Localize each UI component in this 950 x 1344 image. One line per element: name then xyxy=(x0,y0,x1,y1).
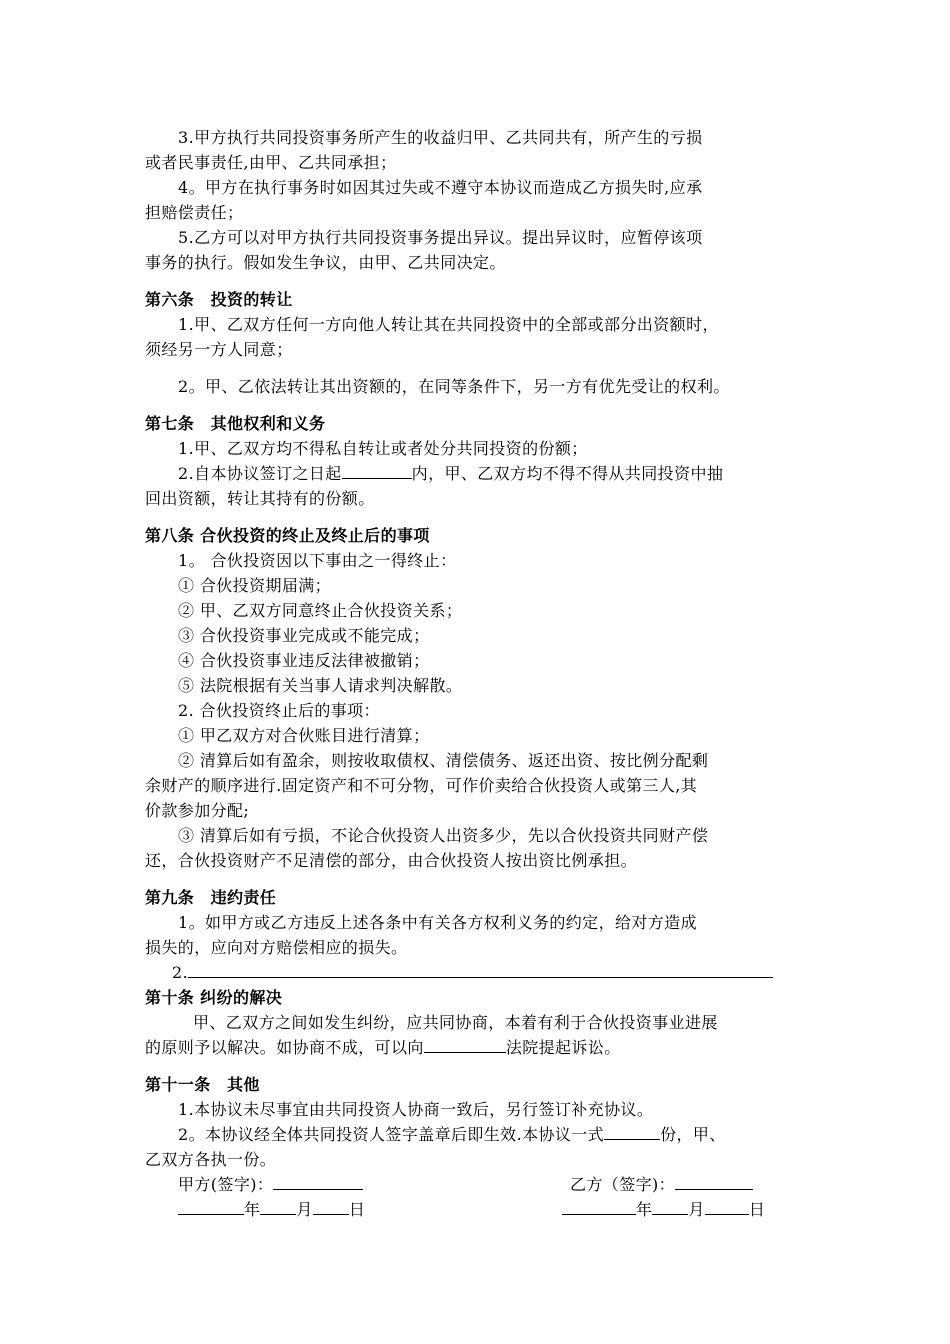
art9-item2 xyxy=(172,961,773,985)
party-a-day-blank[interactable] xyxy=(313,1198,349,1215)
art10-line1: 甲、乙双方之间如发生纠纷，应共同协商，本着有利于合伙投资事业进展 xyxy=(193,1013,718,1032)
day-label: 日 xyxy=(748,1200,766,1219)
art5-item4-line2: 担赔偿责任； xyxy=(145,203,244,222)
art8-step-2-line2: 余财产的顺序进行.固定资产和不可分物，可作价卖给合伙投资人或第三人,其 xyxy=(145,776,698,795)
art5-item3-line2: 或者民事责任,由甲、乙共同承担； xyxy=(145,153,397,172)
art11-heading: 第十一条 其他 xyxy=(145,1075,260,1094)
art8-cause-1: ① 合伙投资期届满； xyxy=(178,576,332,595)
party-b-month-blank[interactable] xyxy=(652,1198,688,1215)
art7-item2-line1 xyxy=(178,462,723,486)
art6-heading: 第六条 投资的转让 xyxy=(145,290,293,309)
party-b-year-blank[interactable] xyxy=(562,1198,636,1215)
art5-item4-line1: 4。甲方在执行事务时如因其过失或不遵守本协议而造成乙方损失时,应承 xyxy=(178,178,703,197)
court-name-blank[interactable] xyxy=(424,1036,506,1053)
art11-item2-post: 份，甲、 xyxy=(660,1125,726,1144)
art8-cause-4: ④ 合伙投资事业违反法律被撤销； xyxy=(178,651,430,670)
month-label: 月 xyxy=(296,1200,313,1219)
term-blank[interactable] xyxy=(342,462,412,479)
year-label: 年 xyxy=(636,1200,653,1219)
art6-item1-line1: 1.甲、乙双方任何一方向他人转让其在共同投资中的全部或部分出资额时， xyxy=(178,315,719,334)
art8-step-2-line3: 价款参加分配; xyxy=(145,801,250,820)
party-b-date xyxy=(562,1198,765,1222)
art5-item5-line2: 事务的执行。假如发生争议，由甲、乙共同决定。 xyxy=(145,253,506,272)
art7-item2-post: 内，甲、乙双方均不得不得从共同投资中抽 xyxy=(411,464,724,483)
art6-item2: 2。甲、乙依法转让其出资额的，在同等条件下，另一方有优先受让的权利。 xyxy=(178,377,730,396)
art9-item1-line1: 1。如甲方或乙方违反上述各条中有关各方权利义务的约定，给对方造成 xyxy=(178,913,697,932)
art10-line2-pre: 的原则予以解决。如协商不成，可以向 xyxy=(145,1038,424,1057)
art9-heading: 第九条 违约责任 xyxy=(145,888,277,907)
party-a-sign-blank[interactable] xyxy=(273,1173,363,1190)
year-label: 年 xyxy=(244,1200,261,1219)
art10-heading: 第十条 纠纷的解决 xyxy=(145,988,283,1007)
party-b-day-blank[interactable] xyxy=(705,1198,749,1215)
copies-blank[interactable] xyxy=(604,1123,660,1140)
art8-step-2-line1: ② 清算后如有盈余，则按收取债权、清偿债务、返还出资、按比例分配剩 xyxy=(178,751,709,770)
art8-item2: 2. 合伙投资终止后的事项： xyxy=(178,701,380,720)
party-b-sign-blank[interactable] xyxy=(675,1173,753,1190)
art7-item1: 1.甲、乙双方均不得私自转让或者处分共同投资的份额； xyxy=(178,439,588,458)
art5-item3-line1: 3.甲方执行共同投资事务所产生的收益归甲、乙共同共有，所产生的亏损 xyxy=(178,128,703,147)
art10-line2 xyxy=(145,1036,621,1060)
art9-item2-number: 2. xyxy=(172,963,189,982)
art8-heading: 第八条 合伙投资的终止及终止后的事项 xyxy=(145,526,430,545)
party-a-date xyxy=(178,1198,365,1222)
art11-item1: 1.本协议未尽事宜由共同投资人协商一致后，另行签订补充协议。 xyxy=(178,1100,654,1119)
art10-line2-post: 法院提起诉讼。 xyxy=(505,1038,621,1057)
party-a-signature xyxy=(178,1173,363,1197)
art11-item2-line1 xyxy=(178,1123,726,1147)
art5-item5-line1: 5.乙方可以对甲方执行共同投资事务提出异议。提出异议时，应暂停该项 xyxy=(178,228,703,247)
art8-step-3-line1: ③ 清算后如有亏损，不论合伙投资人出资多少，先以合伙投资共同财产偿 xyxy=(178,826,709,845)
party-a-year-blank[interactable] xyxy=(178,1198,244,1215)
art8-cause-2: ② 甲、乙双方同意终止合伙投资关系； xyxy=(178,601,463,620)
art8-cause-5: ⑤ 法院根据有关当事人请求判决解散。 xyxy=(178,676,463,695)
art8-cause-3: ③ 合伙投资事业完成或不能完成； xyxy=(178,626,430,645)
art9-item1-line2: 损失的，应向对方赔偿相应的损失。 xyxy=(145,938,408,957)
party-b-signature xyxy=(570,1173,753,1197)
party-b-label: 乙方（签字)： xyxy=(570,1175,676,1194)
party-a-month-blank[interactable] xyxy=(260,1198,296,1215)
art11-item2-pre: 2。本协议经全体共同投资人签字盖章后即生效.本协议一式 xyxy=(178,1125,605,1144)
art6-item1-line2: 须经另一方人同意； xyxy=(145,340,293,359)
art7-heading: 第七条 其他权利和义务 xyxy=(145,414,326,433)
month-label: 月 xyxy=(688,1200,705,1219)
art7-item2-line2: 回出资额，转让其持有的份额。 xyxy=(145,489,375,508)
day-label: 日 xyxy=(348,1200,366,1219)
art8-item1: 1。 合伙投资因以下事由之一得终止： xyxy=(178,551,457,570)
party-a-label: 甲方(签字)： xyxy=(178,1175,274,1194)
art7-item2-pre: 2.自本协议签订之日起 xyxy=(178,464,342,483)
art8-step-1: ① 甲乙双方对合伙账目进行清算； xyxy=(178,726,430,745)
art11-item2-line2: 乙双方各执一份。 xyxy=(145,1150,277,1169)
art8-step-3-line2: 还，合伙投资财产不足清偿的部分，由合伙投资人按出资比例承担。 xyxy=(145,851,638,870)
breach-terms-blank[interactable] xyxy=(188,961,773,978)
